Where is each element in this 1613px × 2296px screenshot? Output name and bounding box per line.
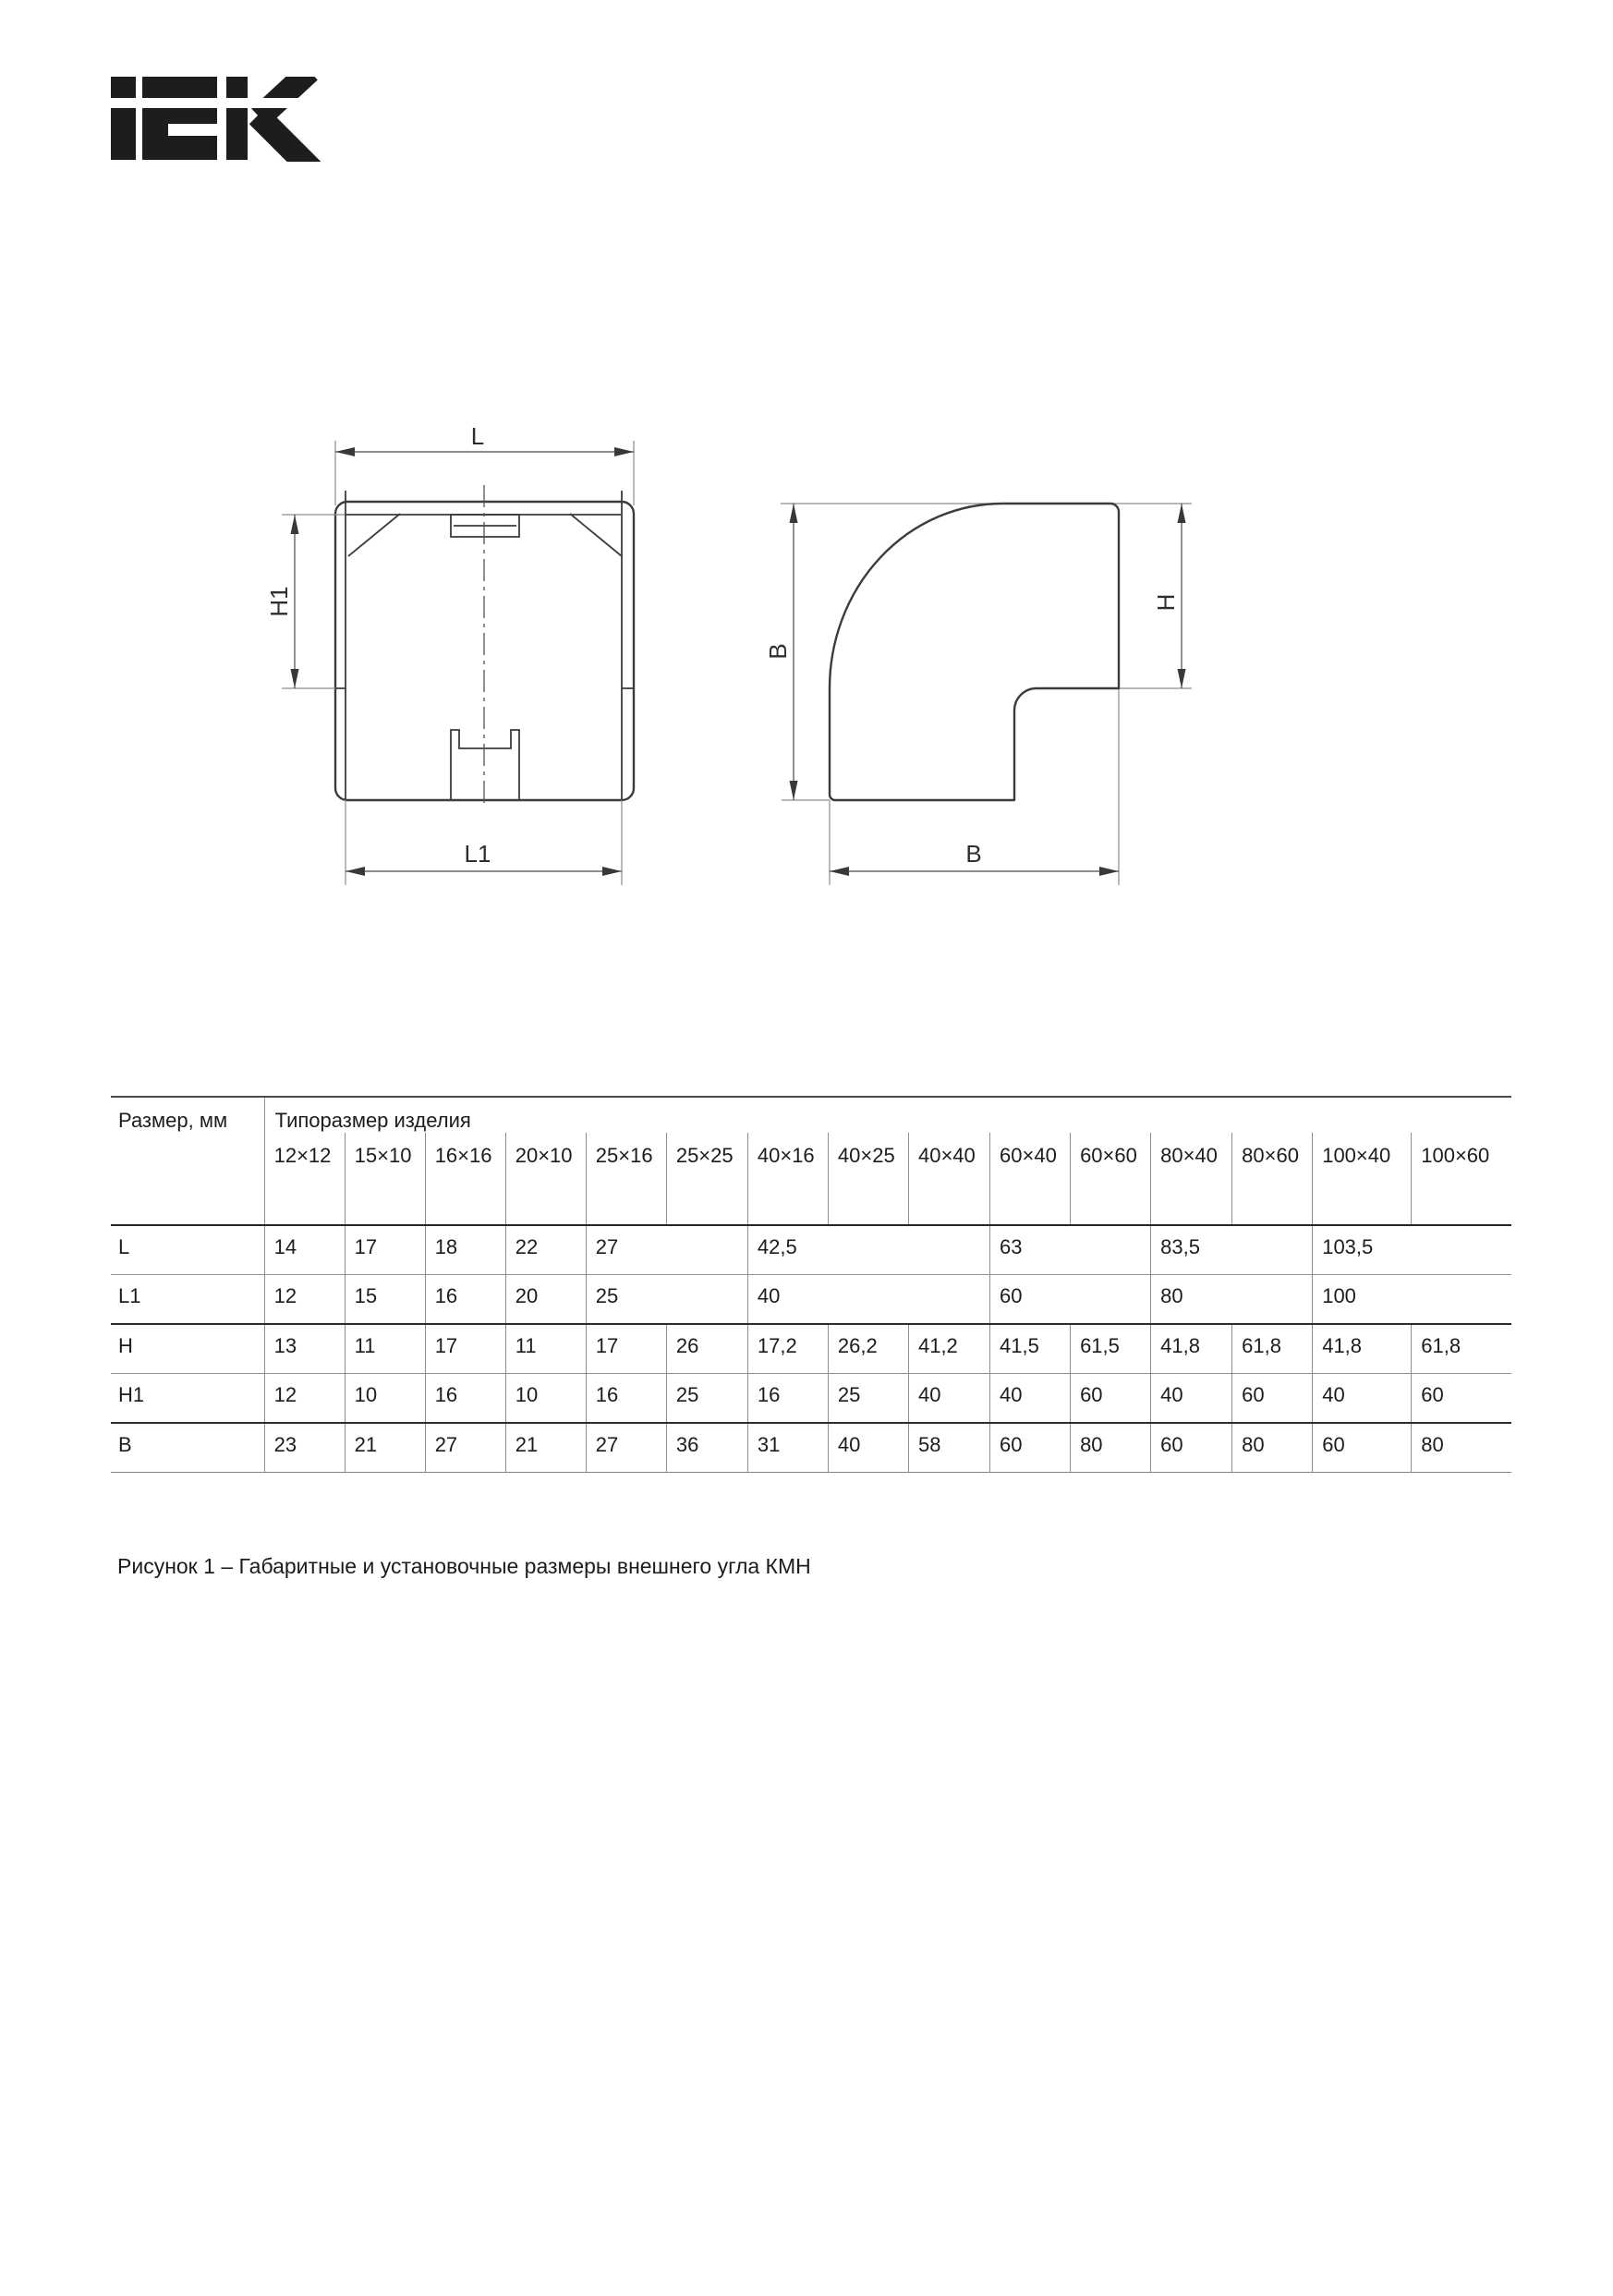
table-cell: 27 (586, 1225, 747, 1275)
table-row (111, 1423, 1511, 1473)
size-header: 25×16 (586, 1133, 666, 1225)
table-cell: 17,2 (747, 1324, 828, 1374)
table-cell: 31 (747, 1423, 828, 1473)
table-cell: 21 (345, 1423, 425, 1473)
table-cell: 11 (505, 1324, 586, 1374)
row-label: H1 (111, 1374, 264, 1424)
table-cell: 27 (425, 1423, 505, 1473)
logo-letter-e (142, 77, 217, 160)
table-cell: 60 (990, 1423, 1071, 1473)
size-header: 12×12 (264, 1133, 345, 1225)
table-cell: 103,5 (1322, 1235, 1374, 1258)
table-cell: 26,2 (828, 1324, 908, 1374)
size-header: 80×60 (1232, 1133, 1313, 1225)
table-cell: 26 (666, 1324, 747, 1374)
iek-logo-graphic (110, 77, 321, 162)
table-cell: 13 (264, 1324, 345, 1374)
l-arrow-right (614, 447, 634, 456)
size-header: 40×25 (828, 1133, 908, 1225)
table-cell: 40 (828, 1423, 908, 1473)
dim-label-h: H (1152, 593, 1180, 612)
front-view-drawing (265, 422, 634, 885)
table-cell: 41,8 (1313, 1324, 1412, 1374)
table-cell: 40 (1313, 1374, 1412, 1424)
table-cell: 23 (264, 1423, 345, 1473)
table-cell: 12 (264, 1374, 345, 1424)
table-cell: 12 (264, 1275, 345, 1325)
table-cell: 63 (990, 1225, 1151, 1275)
iek-logo (110, 77, 321, 162)
side-view-drawing (764, 504, 1192, 885)
table-cell: 61,5 (1071, 1324, 1151, 1374)
dimensions-table (111, 1096, 1511, 1473)
table-cell: 41,8 (1151, 1324, 1232, 1374)
l1-arrow-left (346, 867, 365, 876)
b-bottom-arrow-right (1099, 867, 1119, 876)
corner-header: Размер, мм (111, 1097, 264, 1225)
table-cell: 25 (828, 1374, 908, 1424)
size-header: 60×40 (990, 1133, 1071, 1225)
group-header: Типоразмер изделия (274, 1109, 471, 1132)
table-cell: 40 (908, 1374, 989, 1424)
size-header: 15×10 (345, 1133, 425, 1225)
figure-caption: Рисунок 1 – Габаритные и установочные размеры внешнего угла КМН (117, 1554, 811, 1578)
logo-letter-k-bar (226, 77, 248, 160)
size-header: 40×40 (908, 1133, 989, 1225)
table-cell: 60 (1313, 1423, 1412, 1473)
table-cell: 15 (345, 1275, 425, 1325)
table-cell: 40 (990, 1374, 1071, 1424)
table-cell: 17 (345, 1225, 425, 1275)
h1-arrow-top (291, 515, 299, 534)
size-header: 100×60 (1421, 1144, 1490, 1167)
table-cell: 18 (425, 1225, 505, 1275)
table-cell: 58 (908, 1423, 989, 1473)
dim-label-l1: L1 (464, 840, 491, 868)
dimension-drawings (259, 416, 1210, 896)
table-cell: 80 (1071, 1423, 1151, 1473)
table-cell: 80 (1232, 1423, 1313, 1473)
size-header: 16×16 (425, 1133, 505, 1225)
size-header: 60×60 (1071, 1133, 1151, 1225)
size-header: 100×40 (1313, 1133, 1412, 1225)
h1-arrow-bottom (291, 669, 299, 688)
table-cell: 60 (1232, 1374, 1313, 1424)
logo-stripe (110, 98, 321, 108)
table-row (111, 1324, 1511, 1374)
table-cell: 60 (1421, 1383, 1444, 1406)
table-cell: 16 (747, 1374, 828, 1424)
side-b-extensions (782, 688, 1119, 885)
table-cell: 16 (586, 1374, 666, 1424)
dim-label-l: L (470, 422, 485, 450)
b-bottom-arrow-left (830, 867, 849, 876)
dim-label-b-bottom: B (965, 840, 982, 868)
table-row (111, 1275, 1511, 1325)
table-cell: 11 (345, 1324, 425, 1374)
table-cell: 10 (345, 1374, 425, 1424)
table-cell: 36 (666, 1423, 747, 1473)
logo-letter-k-lower-arm (258, 115, 315, 162)
logo-e-slot (168, 124, 217, 136)
table-cell: 22 (505, 1225, 586, 1275)
header-row-1 (111, 1097, 1511, 1133)
table-cell: 100 (1322, 1284, 1356, 1307)
table-cell: 60 (990, 1275, 1151, 1325)
table-cell: 17 (586, 1324, 666, 1374)
table-cell: 61,8 (1232, 1324, 1313, 1374)
table-row (111, 1225, 1511, 1275)
logo-letter-i (111, 77, 136, 160)
table-cell: 83,5 (1151, 1225, 1313, 1275)
table-cell: 10 (505, 1374, 586, 1424)
row-label: H (111, 1324, 264, 1374)
table-cell: 16 (425, 1275, 505, 1325)
table-cell: 42,5 (747, 1225, 989, 1275)
table-cell: 40 (747, 1275, 989, 1325)
size-header: 20×10 (505, 1133, 586, 1225)
table-cell: 80 (1421, 1433, 1444, 1456)
b-left-arrow-top (790, 504, 798, 523)
table-cell: 25 (666, 1374, 747, 1424)
table-cell: 27 (586, 1423, 666, 1473)
row-label: L1 (111, 1275, 264, 1325)
row-label: B (111, 1423, 264, 1473)
dim-label-h1: H1 (265, 586, 293, 617)
row-label: L (111, 1225, 264, 1275)
size-header: 40×16 (747, 1133, 828, 1225)
table-row (111, 1374, 1511, 1424)
table-cell: 80 (1151, 1275, 1313, 1325)
table-cell: 20 (505, 1275, 586, 1325)
l-arrow-left (335, 447, 355, 456)
header-row-2 (111, 1133, 1511, 1225)
table-cell: 14 (264, 1225, 345, 1275)
table-cell: 25 (586, 1275, 747, 1325)
table-cell: 41,2 (908, 1324, 989, 1374)
table-cell: 41,5 (990, 1324, 1071, 1374)
size-header: 80×40 (1151, 1133, 1232, 1225)
table-cell: 60 (1071, 1374, 1151, 1424)
table-cell: 40 (1151, 1374, 1232, 1424)
front-corner-chamfers (348, 514, 622, 556)
h-arrow-top (1178, 504, 1186, 523)
table-cell: 60 (1151, 1423, 1232, 1473)
l1-arrow-right (602, 867, 622, 876)
front-bottom-channel (451, 730, 519, 800)
table-cell: 21 (505, 1423, 586, 1473)
size-header: 25×25 (666, 1133, 747, 1225)
table-cell: 61,8 (1421, 1334, 1461, 1357)
table-cell: 16 (425, 1374, 505, 1424)
b-left-arrow-bottom (790, 781, 798, 800)
dim-label-b-left: B (764, 643, 792, 660)
side-body-outline (830, 504, 1119, 800)
table-body (111, 1225, 1511, 1473)
table-header (111, 1097, 1511, 1225)
table-cell: 17 (425, 1324, 505, 1374)
h-arrow-bottom (1178, 669, 1186, 688)
